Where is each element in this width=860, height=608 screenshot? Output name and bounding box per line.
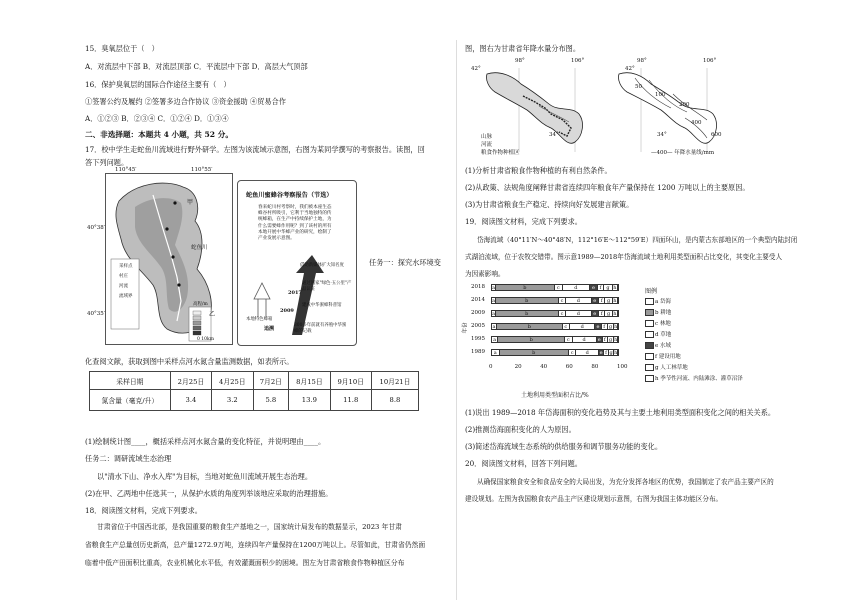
isohyet-200: 200 xyxy=(679,102,690,108)
q17-stem-2: 答下列问题。 xyxy=(85,158,129,167)
watershed-map xyxy=(87,167,233,345)
chart-bar-segment: d xyxy=(566,311,591,316)
chart-x-tick: 0 xyxy=(489,364,493,370)
chart-legend-label: e 水域 xyxy=(655,343,672,349)
chart-bar-segment: b xyxy=(496,298,559,303)
chart-bar-segment: b xyxy=(497,324,563,329)
map-scale: 0 10km xyxy=(197,337,215,342)
table-header-cell: 8月15日 xyxy=(289,372,330,390)
chart-legend-swatch xyxy=(645,353,654,360)
crop-map-lon-left: 98° xyxy=(515,58,525,64)
slogan-text: 以"清水下山、净水入库"为目标，当地对蛇鱼川流域开展生态治理。 xyxy=(97,472,313,481)
after-figure-text: 化查阅文献，获取到图中采样点河水氮含量监测数据，如表所示。 xyxy=(85,357,294,366)
q18-sub2: (2)从政策、法规角度阐释甘肃省连续四年粮食年产量保持在 1200 万吨以上的主要原因。 xyxy=(465,183,750,192)
q18-sub1: (1)分析甘肃省粮食作物种植的有利自然条件。 xyxy=(465,166,612,175)
chart-bar-segment: h xyxy=(613,311,617,317)
chart-bar-row xyxy=(491,336,619,343)
report-origin: 追溯 xyxy=(264,326,275,332)
right-column xyxy=(462,0,830,608)
report-text: 春来蛇川村考察时，我们被本座生态蜂谷村所吸引，它利于当地独特的传统蜂箱，在生产中持续保护土地，为什么需要蜂作用呢？到了该村的所有本地开展中华蜂产业的研究，绘制了产业发展示意图。 xyxy=(258,205,332,242)
crop-legend-mountain: 山脉 xyxy=(481,134,493,140)
map-lon-1: 110°45′ xyxy=(115,167,137,173)
chart-bar-segment: g xyxy=(608,324,614,329)
q18-para-2: 省粮食生产总量创历史新高，总产量1272.9万吨，连续四年产量保持在1200万吨以上。尽管如此，甘肃省仍然面 xyxy=(85,541,426,549)
chart-bar-segment: h xyxy=(614,324,618,330)
q15-options: A．对流层中下部 B．对流层顶部 C．平流层中下部 D．高层大气顶部 xyxy=(85,62,308,71)
chart-year-label: 2018 xyxy=(471,284,485,290)
map-lat-1: 40°38′ xyxy=(87,225,105,231)
map-lon-2: 110°55′ xyxy=(191,167,213,173)
chart-bar-segment: e xyxy=(597,337,603,342)
table-row-label: 氮含量（毫克/升） xyxy=(90,390,171,411)
report-year-2009: 2009 xyxy=(280,308,294,314)
column-divider xyxy=(456,40,457,600)
chart-bar-segment: a xyxy=(492,324,496,330)
chart-bar-row xyxy=(491,297,619,304)
chart-bar-segment: e xyxy=(592,298,600,303)
report-item-0: 借助新媒体扩大知名度 xyxy=(300,263,344,268)
crop-legend-river: 河流 xyxy=(481,142,493,148)
q20-stem: 20．阅读图文材料，回答下列问题。 xyxy=(465,459,582,468)
table-header-cell: 7月2日 xyxy=(253,372,289,390)
chart-bar-segment: h xyxy=(613,298,617,304)
table-cell: 3.4 xyxy=(170,390,211,411)
section-heading: 二、非选择题：本题共 4 小题，共 52 分。 xyxy=(85,130,233,139)
chart-legend-swatch xyxy=(645,364,654,371)
gansu-crop-map xyxy=(471,58,597,158)
chart-bar-segment: g xyxy=(604,285,613,290)
map-legend-2: 河流 xyxy=(119,284,128,289)
report-icon-caption: 本地特色蜂箱 xyxy=(246,317,273,322)
chart-legend-swatch xyxy=(645,342,654,349)
q17-stem-1: 17．校中学生走蛇鱼川流域进行野外研学。左图为该流域示意图，右图为某同学撰写的考察报告。读图，回 xyxy=(85,145,425,154)
chart-bar-segment: d xyxy=(573,337,597,342)
chart-bar-segment: a xyxy=(492,298,495,304)
chart-bar-segment: a xyxy=(492,350,500,355)
q19-stem: 19．阅读图文材料，完成下列要求。 xyxy=(465,217,582,226)
q19-para-2: 式湖泊流域，位于农牧交错带。图示意1989—2018年岱海流域土地利用类型面积占比变化，其变化主要受人 xyxy=(465,253,783,261)
chart-year-label: 2009 xyxy=(471,310,485,316)
chart-legend-swatch xyxy=(645,298,654,305)
chart-legend-label: b 耕地 xyxy=(655,310,672,316)
chart-bar-segment: e xyxy=(595,324,601,329)
chart-bar-row xyxy=(491,323,619,330)
gansu-crop-map-graphic xyxy=(479,62,597,158)
chart-bar-segment: c xyxy=(569,350,577,355)
chart-bar-segment: d xyxy=(566,298,591,303)
report-item-1: 通过国家"绿色·五公里"产品认证 xyxy=(302,281,352,292)
crop-legend-area: 粮食作物种植区 xyxy=(481,150,520,156)
q19-sub3: (3)简述岱海流域生态系统的供给服务和调节服务功能的变化。 xyxy=(465,442,663,451)
chart-bar-segment: c xyxy=(559,311,567,316)
map-legend-3: 流域界 xyxy=(119,294,133,299)
precip-map-lat-bottom: 34° xyxy=(657,132,667,138)
chart-year-label: 2005 xyxy=(471,323,485,329)
report-item-3: 300多年前就有养殖中华蜜蜂的记载 xyxy=(294,323,347,334)
precip-map-lat-top: 42° xyxy=(625,66,635,72)
isohyet-50: 50 xyxy=(635,84,642,90)
chart-bar-segment: h xyxy=(614,350,618,356)
chart-bar-row xyxy=(491,284,619,291)
q16-options: A．①②③ B．②③④ C．①②④ D．①③④ xyxy=(85,114,229,123)
q20-para-2: 建设规划。左图为我国粮食农产品主产区建设规划示意图，右图为我国主体功能区分布。 xyxy=(465,495,723,503)
chart-bar-segment: d xyxy=(570,324,595,329)
table-cell: 11.8 xyxy=(330,390,371,411)
report-panel xyxy=(237,180,357,346)
chart-bar-segment: f xyxy=(602,324,608,329)
chart-bar-segment: e xyxy=(590,285,598,290)
report-year-2017: 2017 xyxy=(288,290,302,296)
map-label-jia: 甲 xyxy=(187,199,194,206)
chart-bar-segment: d xyxy=(563,285,591,290)
nitrogen-table xyxy=(89,371,419,411)
table-header-cell: 采样日期 xyxy=(90,372,171,390)
chart-bar-segment: a xyxy=(492,285,495,291)
chart-year-label: 1989 xyxy=(471,349,485,355)
chart-bar-segment: b xyxy=(496,311,559,316)
q16-stem: 16．保护臭氧层的国际合作途径主要有（ ） xyxy=(85,80,231,89)
chart-legend-label: h 季节性河流、内陆滩涂、灌草沼泽 xyxy=(655,376,743,382)
chart-legend-swatch xyxy=(645,331,654,338)
chart-xlabel: 土地利用类型面积占比/% xyxy=(521,392,589,399)
q18-continue: 图，图右为甘肃省年降水量分布图。 xyxy=(465,44,581,53)
table-header-row xyxy=(90,372,419,390)
q20-para-1: 从确保国家粮食安全和食品安全的大局出发，为充分发挥各地区的优势，我国制定了农产品主要产区的 xyxy=(477,478,774,486)
chart-x-tick: 100 xyxy=(617,364,628,370)
chart-legend-label: a 岱海 xyxy=(655,299,672,305)
chart-x-tick: 80 xyxy=(591,364,599,370)
map-legend-0: 采样点 xyxy=(119,264,133,269)
chart-bar-segment: c xyxy=(555,285,563,290)
crop-map-lat-bottom: 34° xyxy=(549,132,559,138)
q17-sub1: (1)绘制统计图____，概括采样点河水氮含量的变化特征，并说明理由____。 xyxy=(85,437,326,446)
task2-label: 任务二：调研流域生态治理 xyxy=(85,454,172,463)
precip-map-lon-right: 106° xyxy=(703,58,717,64)
q15-stem: 15．臭氧层位于（ ） xyxy=(85,44,159,53)
chart-bar-segment: e xyxy=(592,311,600,316)
precip-map-lon-left: 98° xyxy=(637,58,647,64)
chart-bar-segment: g xyxy=(605,298,613,303)
chart-bar-segment: g xyxy=(608,337,614,342)
q19-sub2: (2)推测岱海面积变化的人为原因。 xyxy=(465,425,576,434)
task1-label: 任务一：探究水环境变 xyxy=(369,258,441,267)
q19-para-3: 为因素影响。 xyxy=(465,270,505,278)
crop-map-lat-top: 42° xyxy=(471,66,481,72)
chart-bar-row xyxy=(491,349,619,356)
chart-bar-segment: c xyxy=(563,324,571,329)
q17-sub2: (2)在甲、乙两地中任选其一，从保护水质的角度列举该地应采取的治理措施。 xyxy=(85,489,333,498)
table-cell: 13.9 xyxy=(289,390,330,411)
left-column xyxy=(85,0,450,608)
chart-legend-swatch xyxy=(645,320,654,327)
crop-map-lon-right: 106° xyxy=(571,58,585,64)
table-cell: 8.8 xyxy=(371,390,418,411)
chart-bar-segment: b xyxy=(498,337,565,342)
chart-bar-segment: f xyxy=(599,311,605,316)
isohyet-400: 400 xyxy=(691,120,702,126)
chart-year-label: 1995 xyxy=(471,336,485,342)
chart-bar-segment: f xyxy=(599,298,605,303)
chart-bar-segment: c xyxy=(565,337,573,342)
table-header-cell: 2月25日 xyxy=(170,372,211,390)
chart-bar-segment: b xyxy=(496,285,555,290)
chart-bar-segment: a xyxy=(492,337,498,342)
chart-legend-swatch xyxy=(645,375,654,382)
table-row xyxy=(90,390,419,411)
chart-bar-segment: h xyxy=(613,285,617,291)
q18-sub3: (3)为甘肃省粮食生产稳定、持续向好发展建言献策。 xyxy=(465,200,634,209)
gansu-precip-map-graphic xyxy=(615,62,735,158)
chart-bar-row xyxy=(491,310,619,317)
table-cell: 5.8 xyxy=(253,390,289,411)
table-cell: 3.2 xyxy=(212,390,253,411)
chart-bar-segment: f xyxy=(603,337,608,342)
map-lat-2: 40°35′ xyxy=(87,311,105,317)
gansu-precip-map xyxy=(615,58,735,158)
chart-bar-segment: a xyxy=(492,311,495,317)
q16-items: ①签署公约及履约 ②签署多边合作协议 ③资金援助 ④贸易合作 xyxy=(85,97,286,106)
chart-bar-segment: d xyxy=(576,350,599,355)
q18-para-3: 临着中低产田面积比重高，农业机械化水平低，有效灌溉面积少的困境。图左为甘肃省粮食作物种植区分布 xyxy=(85,559,405,567)
report-item-2: 建成中华蜜蜂科普馆 xyxy=(302,303,342,308)
watershed-map-graphic xyxy=(105,173,233,345)
q19-para-1: 岱海流域（40°11′N～40°48′N，112°16′E～112°59′E）四面环山，是内蒙古东部地区的一个典型内陆封闭 xyxy=(477,236,798,244)
landuse-chart xyxy=(462,282,743,402)
chart-bar-segment: h xyxy=(614,337,618,343)
table-header-cell: 4月25日 xyxy=(212,372,253,390)
table-header-cell: 10月21日 xyxy=(371,372,418,390)
chart-bar-segment: c xyxy=(559,298,567,303)
map-legend-1: 村庄 xyxy=(119,274,128,279)
map-elev-unit: 高程/m xyxy=(193,302,208,307)
chart-bar-segment: f xyxy=(604,350,609,355)
chart-legend-label: f 建设用地 xyxy=(655,354,681,360)
chart-legend-title: 图例 xyxy=(645,288,658,295)
chart-bar-segment: f xyxy=(598,285,604,290)
q19-sub1: (1)说出 1989—2018 年岱海面积的变化趋势及其与主要土地利用类型面积变化之间的相关关系。 xyxy=(465,408,776,417)
map-river-name: 蛇鱼川 xyxy=(191,245,208,251)
map-label-yi: 乙 xyxy=(209,311,216,318)
chart-legend-label: d 草地 xyxy=(655,332,672,338)
isohyet-100: 100 xyxy=(655,92,666,98)
chart-bar-segment: g xyxy=(605,311,613,316)
chart-x-tick: 60 xyxy=(565,364,573,370)
precip-legend: —400— 年降水量线/mm xyxy=(651,150,715,156)
chart-x-tick: 20 xyxy=(514,364,522,370)
chart-x-tick: 40 xyxy=(540,364,548,370)
chart-bar-segment: g xyxy=(609,350,613,356)
table-header-cell: 9月10日 xyxy=(330,372,371,390)
chart-legend-label: g 人工林草地 xyxy=(655,365,688,371)
report-title: 蛇鱼川蜜蜂谷考察报告（节选） xyxy=(246,192,333,199)
q18-para-1: 甘肃省位于中国西北部，是我国重要的粮食生产基地之一，国家统计局发布的数据显示，2023 年甘肃 xyxy=(97,523,402,531)
chart-bar-segment: b xyxy=(500,350,569,355)
chart-year-label: 2014 xyxy=(471,297,485,303)
chart-legend-label: c 林地 xyxy=(655,321,671,327)
chart-legend-swatch xyxy=(645,309,654,316)
isohyet-600: 600 xyxy=(711,132,722,138)
chart-ylabel: 年份 xyxy=(462,322,469,334)
chart-bar-segment: e xyxy=(599,350,603,356)
q18-stem: 18．阅读图文材料，完成下列要求。 xyxy=(85,506,202,515)
